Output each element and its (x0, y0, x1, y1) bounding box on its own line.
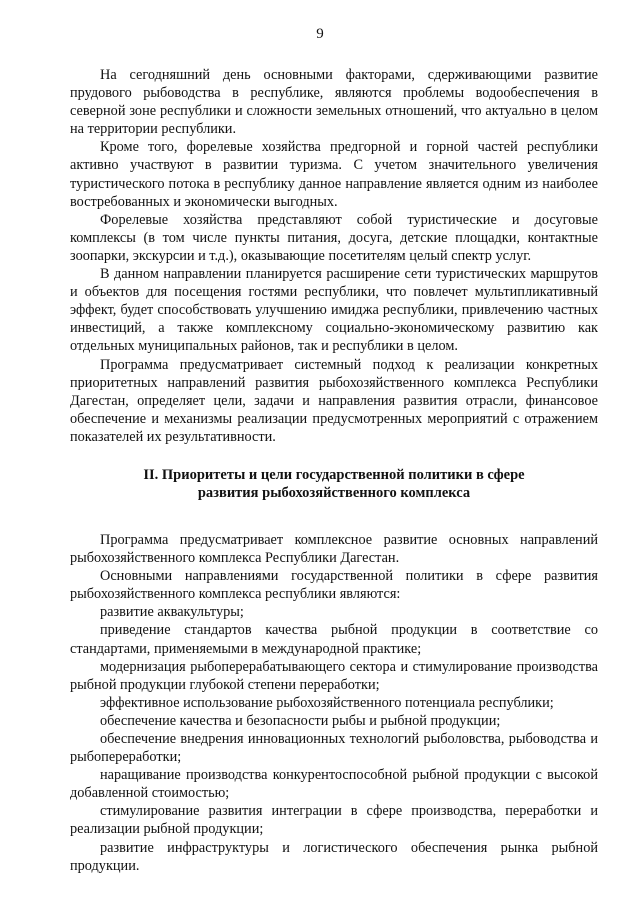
list-item: стимулирование развития интеграции в сфере производства, переработки и реализации рыбной продукции; (70, 803, 598, 838)
list-item: эффективное использование рыбохозяйственного потенциала республики; (100, 694, 554, 711)
list-item: модернизация рыбоперерабатывающего сектора и стимулирование производства рыбной продукции глубокой степени переработки; (70, 658, 598, 693)
paragraph: Основными направлениями государственной политики в сфере развития рыбохозяйственного комплекса республики являются: (70, 568, 598, 603)
list-item: наращивание производства конкурентоспособной рыбной продукции с высокой добавленной стоимостью; (70, 767, 598, 802)
list-item: обеспечение внедрения инновационных технологий рыболовства, рыбоводства и рыбопереработки; (70, 731, 598, 766)
list-item: приведение стандартов качества рыбной продукции в соответствие со стандартами, применяемыми в международной практике; (70, 622, 598, 657)
list-item: развитие инфраструктуры и логистического обеспечения рынка рыбной продукции. (70, 839, 598, 874)
paragraph: В данном направлении планируется расширение сети туристических маршрутов и объектов для посещения гостями республики, что повлечет мультипликативный эффект, будет способствовать улучшению имиджа республики, привлечению частных инвестиций, а также комплексному социально-экономическому развитию как отдельных муниципальных районов, так и республики в целом. (70, 266, 598, 355)
paragraph: На сегодняшний день основными факторами, сдерживающими развитие прудового рыбоводства в республике, являются проблемы водообеспечения в северной зоне республики и сложности земельных отношений, что актуально в целом на территории республики. (70, 67, 598, 138)
section-heading (70, 466, 598, 503)
list-item: обеспечение качества и безопасности рыбы и рыбной продукции; (100, 712, 501, 729)
section-heading-line: II. Приоритеты и цели государственной политики в сфере (143, 466, 525, 483)
document-body (70, 66, 598, 875)
paragraph: Программа предусматривает системный подход к реализации конкретных приоритетных направлений развития рыбохозяйственного комплекса Республики Дагестан, определяет цели, задачи и направления развития отрасли, финансовое обеспечение и механизмы реализации предусмотренных мероприятий с отражением показателей их результативности. (70, 356, 598, 445)
section-heading-line: развития рыбохозяйственного комплекса (197, 485, 471, 502)
list-item: развитие аквакультуры; (100, 604, 244, 621)
paragraph: Форелевые хозяйства представляют собой туристические и досуговые комплексы (в том числе пункты питания, досуга, детские площадки, контактные зоопарки, экскурсии и т.д.), оказывающие посетителям целый спектр услуг. (70, 211, 598, 264)
paragraph: Программа предусматривает комплексное развитие основных направлений рыбохозяйственного комплекса Республики Дагестан. (70, 531, 598, 567)
page-number: 9 (316, 26, 324, 42)
paragraph: Кроме того, форелевые хозяйства предгорной и горной частей республики активно участвуют в развитии туризма. С учетом значительного увеличения туристического потока в республику данное направление является одним из наиболее востребованных и экономически выгодных. (70, 139, 598, 210)
